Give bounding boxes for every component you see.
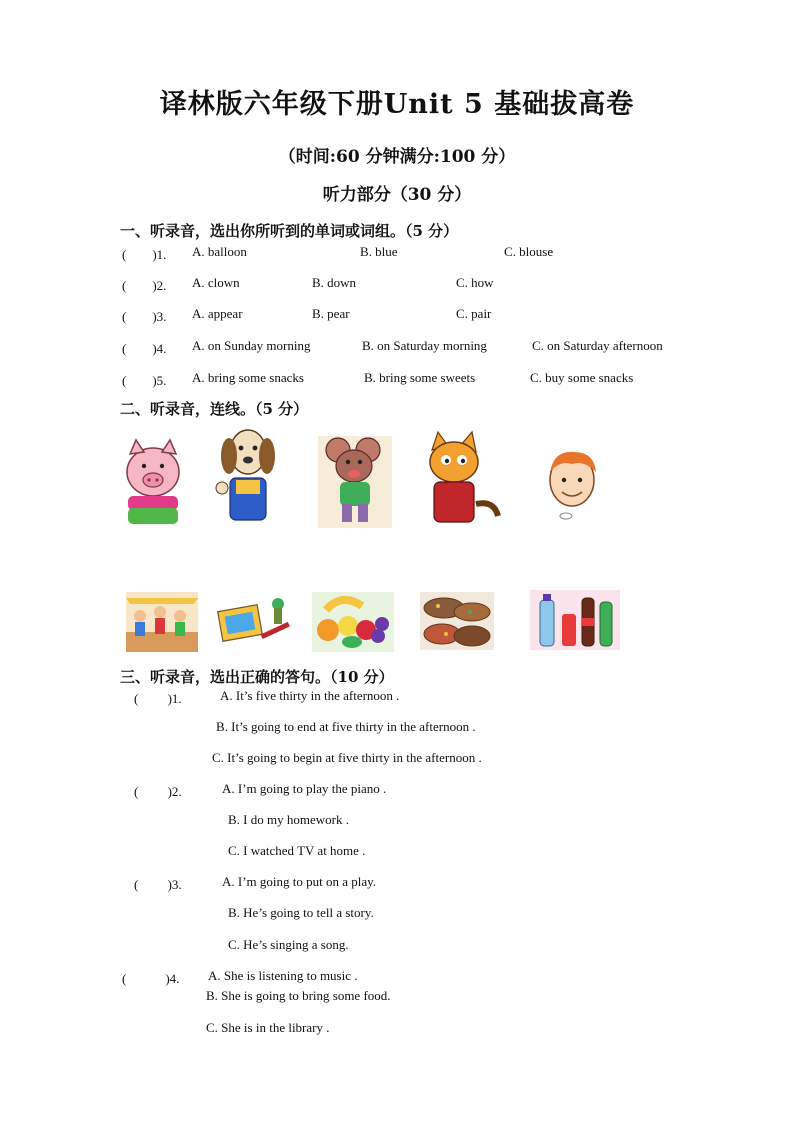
section-3-heading: 三、听录音，选出正确的答句。（10 分） — [120, 668, 394, 686]
answer-a: A. I’m going to put on a play. — [222, 874, 377, 889]
question-number: ( )3. — [122, 309, 167, 324]
question-number: ( )4. — [122, 971, 180, 986]
question-number: ( )2. — [122, 278, 167, 293]
option-a: A. bring some snacks — [192, 370, 304, 385]
listening-part-heading: 听力部分（30 分） — [322, 185, 472, 205]
option-a: A. balloon — [192, 244, 247, 259]
answer-a: A. It’s five thirty in the afternoon . — [220, 688, 400, 703]
option-a: A. appear — [192, 306, 243, 321]
question-number: ( )1. — [134, 691, 182, 706]
answer-b: B. He’s going to tell a story. — [228, 905, 374, 920]
option-a: A. on Sunday morning — [192, 338, 311, 353]
option-c: C. how — [456, 275, 494, 290]
option-b: B. bring some sweets — [364, 370, 476, 385]
section-1-heading: 一、听录音，选出你所听到的单词或词组。（5 分） — [120, 222, 459, 240]
answer-b: B. I do my homework . — [228, 812, 349, 827]
mouse-character — [318, 436, 392, 528]
cat-character — [418, 430, 504, 526]
question-number: ( )5. — [122, 373, 167, 388]
answer-c: C. She is in the library . — [206, 1020, 330, 1035]
boy-character — [540, 444, 604, 524]
dog-character — [210, 418, 286, 524]
question-number: ( )1. — [122, 247, 167, 262]
art-supplies-picture — [216, 594, 292, 650]
page-title: 译林版六年级下册Unit 5 基础拔高卷 — [159, 89, 635, 120]
snacks-picture — [420, 592, 494, 650]
option-b: B. blue — [360, 244, 398, 259]
answer-b: B. She is going to bring some food. — [206, 988, 391, 1003]
party-picture — [126, 592, 198, 652]
drinks-picture — [530, 590, 620, 650]
fruit-picture — [312, 592, 394, 652]
option-c: C. buy some snacks — [530, 370, 634, 385]
answer-a: A. She is listening to music . — [208, 968, 358, 983]
question-number: ( )4. — [122, 341, 167, 356]
pig-character — [118, 436, 188, 528]
answer-c: C. He’s singing a song. — [228, 937, 349, 952]
answer-b: B. It’s going to end at five thirty in the afternoon . — [216, 719, 476, 734]
answer-a: A. I’m going to play the piano . — [222, 781, 387, 796]
question-number: ( )2. — [134, 784, 182, 799]
exam-time-score: （时间:60 分钟满分:100 分） — [278, 147, 516, 167]
question-number: ( )3. — [134, 877, 182, 892]
option-b: B. down — [312, 275, 357, 290]
option-c: C. on Saturday afternoon — [532, 338, 663, 353]
section-2-heading: 二、听录音，连线。（5 分） — [120, 400, 309, 418]
option-a: A. clown — [192, 275, 240, 290]
answer-c: C. I watched TV at home . — [228, 843, 366, 858]
option-c: C. pair — [456, 306, 492, 321]
answer-c: C. It’s going to begin at five thirty in the afternoon . — [212, 750, 482, 765]
option-b: B. on Saturday morning — [362, 338, 487, 353]
option-b: B. pear — [312, 306, 350, 321]
option-c: C. blouse — [504, 244, 554, 259]
